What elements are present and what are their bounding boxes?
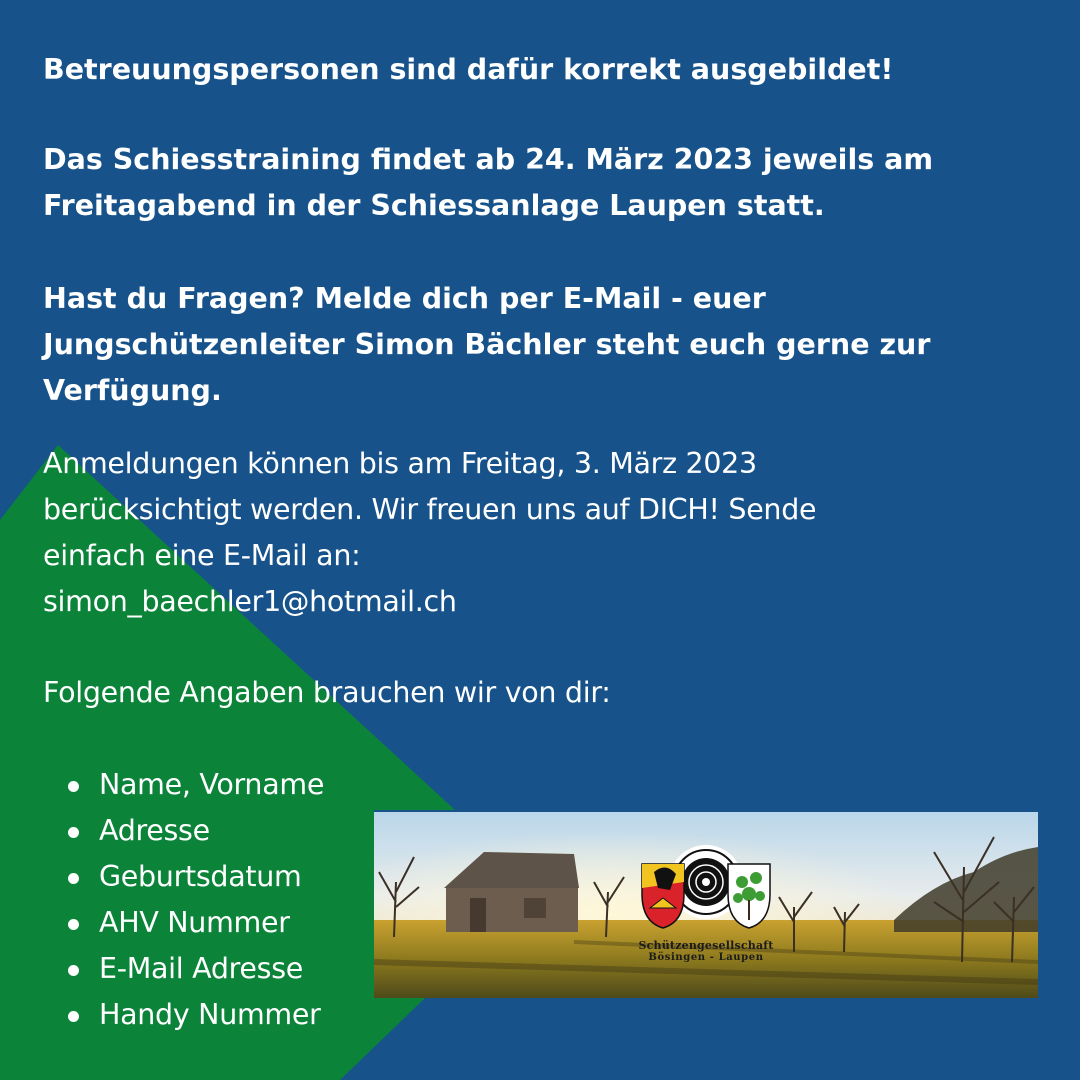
list-item: AHV Nummer xyxy=(43,900,324,946)
logo-text-club: Schützengesellschaft xyxy=(638,939,774,952)
list-item: Handy Nummer xyxy=(43,992,324,1038)
email-address: simon_baechler1@hotmail.ch xyxy=(43,585,457,618)
paragraph-questions: Hast du Fragen? Melde dich per E-Mail - euer Jungschützenleiter Simon Bächler steht euch gerne zur Verfügung. xyxy=(43,282,931,407)
barn-wall xyxy=(446,888,578,932)
paragraph-registration: Anmeldungen können bis am Freitag, 3. März 2023 berücksichtigt werden. Wir freuen uns auf DICH! Sende einfach eine E-Mail an: simon_baechler1@hotmail.ch xyxy=(43,447,817,618)
list-item: E-Mail Adresse xyxy=(43,946,324,992)
club-banner-image xyxy=(374,812,1038,998)
paragraph-supervisors: Betreuungspersonen sind dafür korrekt ausgebildet! xyxy=(43,53,894,86)
list-intro: Folgende Angaben brauchen wir von dir: xyxy=(43,676,611,709)
list-item: Geburtsdatum xyxy=(43,854,324,900)
logo-text-location: Bösingen - Laupen xyxy=(648,952,764,963)
paragraph-training-schedule: Das Schiesstraining findet ab 24. März 2023 jeweils am Freitagabend in der Schiessanlage Laupen statt. xyxy=(43,143,934,222)
list-item: Name, Vorname xyxy=(43,762,324,808)
list-item: Adresse xyxy=(43,808,324,854)
required-info-list xyxy=(43,762,324,1038)
